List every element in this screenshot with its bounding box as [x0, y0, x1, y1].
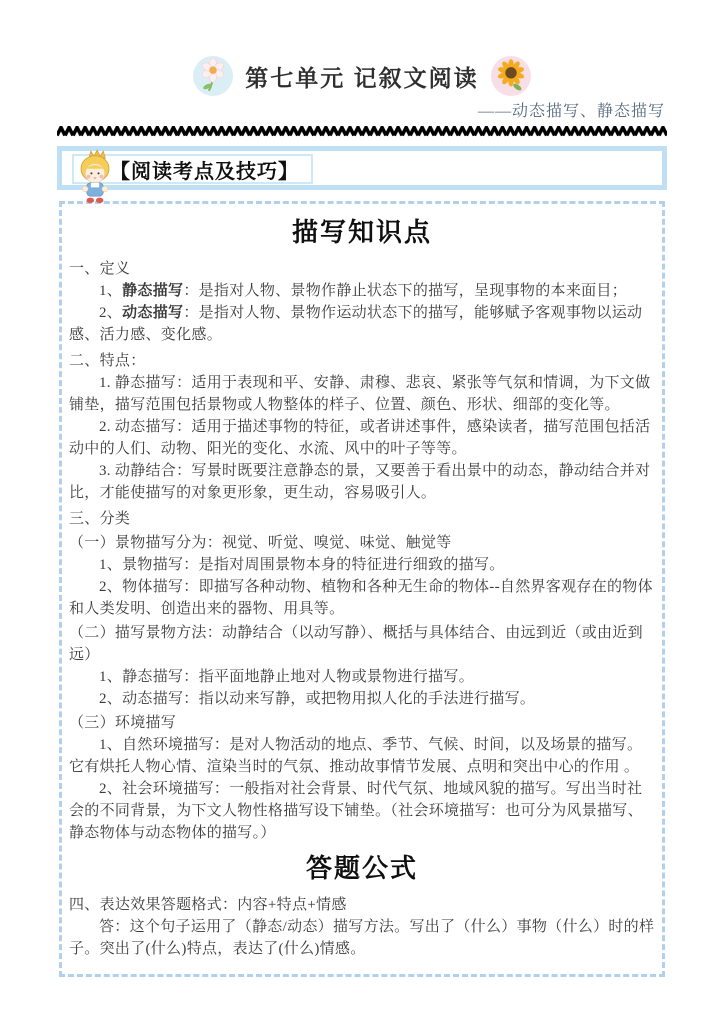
content-body: [69, 212, 655, 960]
subtitle-row: [0, 98, 724, 121]
section-heading: 一、定义: [69, 261, 131, 277]
page-title: 第七单元 记叙文阅读: [245, 64, 479, 91]
paragraph: [69, 372, 655, 416]
text-segment: 答：这个句子运用了（静态/动态）描写方法。写出了（什么）事物（什么）时的样子。突出了(什么)特点，表达了(什么)情感。: [69, 919, 655, 957]
section-heading: 二、特点：: [69, 353, 146, 369]
text-segment: 2、: [99, 305, 123, 321]
paragraph: [69, 554, 655, 576]
banner-title-box: [72, 154, 313, 184]
text-segment: 2、动态描写：指以动来写静，或把物用拟人化的手法进行描写。: [99, 691, 536, 707]
section-heading: 三、分类: [69, 511, 131, 527]
zigzag-divider: [57, 126, 667, 137]
knowledge-content-box: [59, 201, 665, 977]
term-bold: 静态描写: [122, 283, 184, 299]
girl-mascot-icon: [73, 149, 117, 205]
section-title: 描写知识点: [291, 217, 432, 247]
paragraph: [69, 916, 655, 960]
paragraph: [69, 734, 655, 778]
paragraph: [69, 688, 655, 710]
text-segment: 2、社会环境描写：一般指对社会背景、时代气氛、地域风貌的描写。写出当时社会的不同背景，为下文人物性格描写设下铺垫。（社会环境描写：也可分为风景描写、静态物体与动态物体的描写。）: [69, 781, 643, 841]
term-bold: 动态描写: [122, 305, 184, 321]
paragraph: [69, 666, 655, 688]
paragraph: [69, 576, 655, 620]
text-segment: ：是指对人物、景物作运动状态下的描写，能够赋予客观事物以运动感、活力感、变化感。: [69, 305, 643, 343]
text-segment: ：是指对人物、景物作静止状态下的描写，呈现事物的本来面目；: [183, 283, 628, 299]
paragraph: [69, 778, 655, 844]
paragraph: [69, 460, 655, 504]
paragraph: [69, 302, 655, 346]
daisy-flower-icon: [193, 56, 233, 96]
text-segment: 1、: [99, 283, 123, 299]
text-segment: 1、景物描写：是指对周围景物本身的特征进行细致的描写。: [99, 557, 505, 573]
section-banner: [57, 146, 667, 190]
banner-label: 【阅读考点及技巧】: [110, 160, 299, 183]
paragraph: [69, 280, 655, 302]
text-segment: 1、自然环境描写：是对人物活动的地点、季节、气候、时间，以及场景的描写。它有烘托人物心情、渲染当时的气氛、推动故事情节发展、点明和突出中心的作用 。: [69, 737, 643, 775]
text-segment: 1、静态描写：指平面地静止地对人物或景物进行描写。: [99, 669, 475, 685]
section-heading: （三）环境描写: [69, 715, 177, 731]
sunflower-icon: [491, 56, 531, 96]
section-heading: 四、表达效果答题格式：内容+特点+情感: [69, 897, 347, 913]
text-segment: 2. 动态描写：适用于描述事物的特征，或者讲述事件，感染读者，描写范围包括活动中的人们、动物、阳光的变化、水流、风中的叶子等等。: [69, 419, 651, 457]
text-segment: 3. 动静结合：写景时既要注意静态的景，又要善于看出景中的动态，静动结合并对比，才能使描写的对象更形象，更生动，容易吸引人。: [69, 463, 651, 501]
paragraph: [69, 416, 655, 460]
section-heading: （一）景物描写分为：视觉、听觉、嗅觉、味觉、触觉等: [69, 535, 452, 551]
section-heading: （二）描写景物方法：动静结合（以动写静）、概括与具体结合、由远到近（或由近到远）: [69, 625, 643, 663]
text-segment: 1. 静态描写：适用于表现和平、安静、肃穆、悲哀、紧张等气氛和情调，为下文做铺垫，描写范围包括景物或人物整体的样子、位置、颜色、形状、细部的变化等。: [69, 375, 651, 413]
page-header: [0, 0, 724, 96]
text-segment: 2、物体描写：即描写各种动物、植物和各种无生命的物体--自然界客观存在的物体和人类发明、创造出来的器物、用具等。: [69, 579, 653, 617]
section-title: 答题公式: [305, 853, 418, 883]
page-subtitle: ——动态描写、静态描写: [477, 103, 665, 120]
